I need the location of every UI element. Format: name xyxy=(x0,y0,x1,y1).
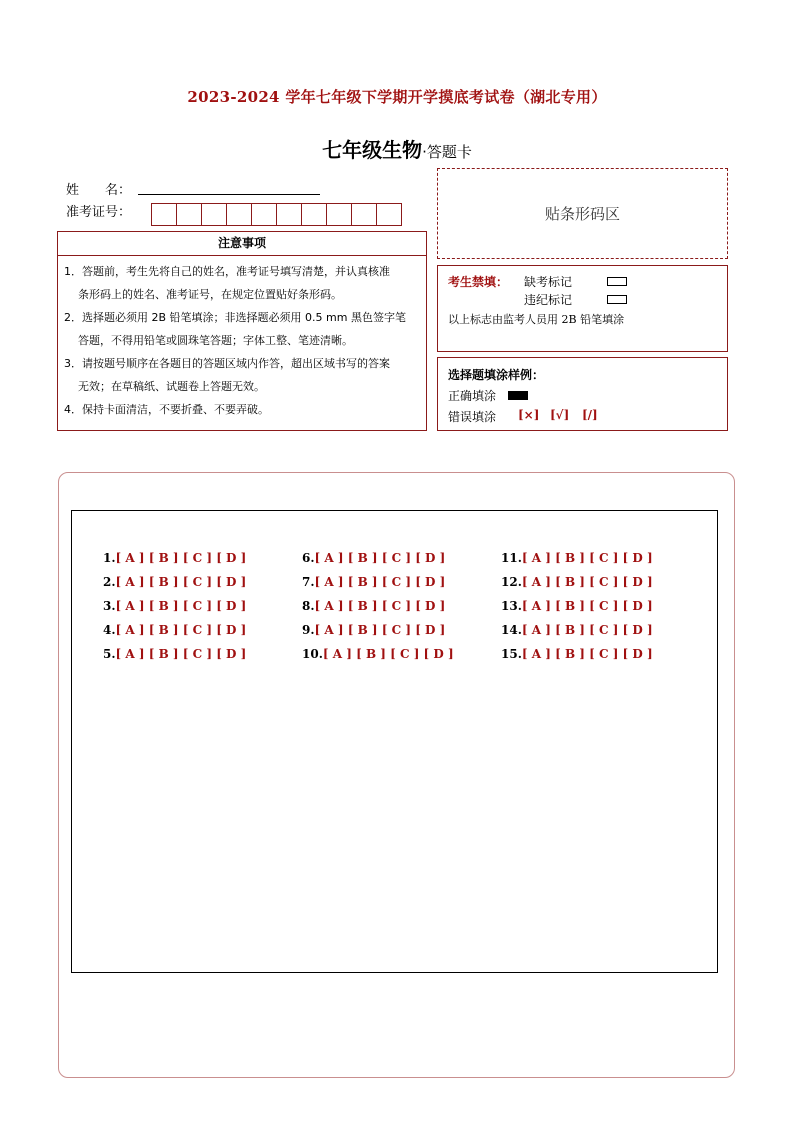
notice-item-1: 1．答题前，考生先将自己的姓名，准考证号填写清楚，并认真核准 xyxy=(64,265,390,278)
wrong-mark-slash: [/] xyxy=(582,408,598,422)
notice-item-1-cont: 条形码上的姓名、准考证号，在规定位置贴好条形码。 xyxy=(78,288,342,301)
exam-id-boxes[interactable] xyxy=(151,203,401,227)
question-item xyxy=(302,551,445,565)
exam-title: 2023-2024 学年七年级下学期开学摸底考试卷（湖北专用） xyxy=(187,88,607,106)
question-number: 15. xyxy=(501,647,522,661)
question-number: 7. xyxy=(302,575,315,589)
notice-heading: 注意事项 xyxy=(58,232,426,256)
notice-item-3: 3．请按题号顺序在各题目的答题区域内作答，超出区域书写的答案 xyxy=(64,357,390,370)
violation-label: 违纪标记 xyxy=(524,293,573,307)
exam-id-digit-box[interactable] xyxy=(376,203,402,226)
question-number: 1. xyxy=(103,551,116,565)
question-item xyxy=(501,647,653,661)
answer-options[interactable]: [ A ] [ B ] [ C ] [ D ] xyxy=(115,599,247,613)
question-item xyxy=(501,551,653,565)
question-number: 6. xyxy=(302,551,315,565)
name-field[interactable] xyxy=(138,194,320,195)
notice-item-4: 4．保持卡面清洁，不要折叠、不要弄破。 xyxy=(64,403,269,416)
exam-id-digit-box[interactable] xyxy=(251,203,277,226)
wrong-fill-label: 错误填涂 xyxy=(448,410,497,424)
answer-options[interactable]: [ A ] [ B ] [ C ] [ D ] xyxy=(115,647,247,661)
question-number: 14. xyxy=(501,623,522,637)
question-number: 13. xyxy=(501,599,522,613)
examiner-section xyxy=(437,265,728,352)
wrong-mark-cross: [×] xyxy=(518,408,540,422)
absent-mark-box[interactable] xyxy=(607,277,627,286)
question-number: 4. xyxy=(103,623,116,637)
question-item xyxy=(103,623,246,637)
answer-options[interactable]: [ A ] [ B ] [ C ] [ D ] xyxy=(314,575,446,589)
wrong-mark-check: [√] xyxy=(550,408,570,422)
exam-id-digit-box[interactable] xyxy=(276,203,302,226)
answer-options[interactable]: [ A ] [ B ] [ C ] [ D ] xyxy=(115,623,247,637)
notice-item-3-cont: 无效；在草稿纸、试题卷上答题无效。 xyxy=(78,380,265,393)
correct-fill-sample xyxy=(508,391,528,400)
answer-options[interactable]: [ A ] [ B ] [ C ] [ D ] xyxy=(314,551,446,565)
examiner-label: 考生禁填： xyxy=(448,275,509,289)
question-item xyxy=(501,599,653,613)
notice-item-2: 2．选择题必须用 2B 铅笔填涂；非选择题必须用 0.5 mm 黑色签字笔 xyxy=(64,311,406,324)
question-number: 11. xyxy=(501,551,522,565)
answer-options[interactable]: [ A ] [ B ] [ C ] [ D ] xyxy=(314,599,446,613)
subject-name: 七年级生物 xyxy=(322,138,423,162)
barcode-label: 贴条形码区 xyxy=(544,205,620,223)
question-item xyxy=(103,575,246,589)
question-item xyxy=(103,599,246,613)
answer-options[interactable]: [ A ] [ B ] [ C ] [ D ] xyxy=(521,623,653,637)
barcode-area xyxy=(437,168,728,259)
answer-options[interactable]: [ A ] [ B ] [ C ] [ D ] xyxy=(322,647,454,661)
notice-item-2-cont: 答题，不得用铅笔或圆珠笔答题；字体工整、笔迹清晰。 xyxy=(78,334,353,347)
examiner-note: 以上标志由监考人员用 2B 铅笔填涂 xyxy=(448,313,625,326)
question-item xyxy=(501,623,653,637)
question-item xyxy=(302,575,445,589)
exam-id-digit-box[interactable] xyxy=(201,203,227,226)
question-number: 12. xyxy=(501,575,522,589)
correct-fill-label: 正确填涂 xyxy=(448,389,497,403)
subject-suffix: ·答题卡 xyxy=(422,143,472,161)
answer-options[interactable]: [ A ] [ B ] [ C ] [ D ] xyxy=(521,647,653,661)
answer-options[interactable]: [ A ] [ B ] [ C ] [ D ] xyxy=(115,551,247,565)
fill-sample-title: 选择题填涂样例： xyxy=(448,368,545,382)
fill-sample-section xyxy=(437,357,728,431)
question-number: 2. xyxy=(103,575,116,589)
exam-id-digit-box[interactable] xyxy=(151,203,177,226)
answer-options[interactable]: [ A ] [ B ] [ C ] [ D ] xyxy=(314,623,446,637)
name-label: 姓 名： xyxy=(66,183,132,198)
answer-options[interactable]: [ A ] [ B ] [ C ] [ D ] xyxy=(115,575,247,589)
notice-body xyxy=(58,256,426,421)
answer-options[interactable]: [ A ] [ B ] [ C ] [ D ] xyxy=(521,599,653,613)
question-number: 8. xyxy=(302,599,315,613)
question-item xyxy=(103,551,246,565)
answer-options[interactable]: [ A ] [ B ] [ C ] [ D ] xyxy=(521,575,653,589)
exam-id-digit-box[interactable] xyxy=(226,203,252,226)
exam-id-digit-box[interactable] xyxy=(176,203,202,226)
answer-options[interactable]: [ A ] [ B ] [ C ] [ D ] xyxy=(521,551,653,565)
id-label: 准考证号： xyxy=(66,205,132,220)
question-item xyxy=(302,599,445,613)
exam-id-digit-box[interactable] xyxy=(326,203,352,226)
absent-label: 缺考标记 xyxy=(524,275,573,289)
question-item xyxy=(103,647,246,661)
exam-id-digit-box[interactable] xyxy=(301,203,327,226)
question-item xyxy=(302,623,445,637)
question-number: 3. xyxy=(103,599,116,613)
subject-title xyxy=(0,134,794,163)
exam-id-digit-box[interactable] xyxy=(351,203,377,226)
question-number: 10. xyxy=(302,647,323,661)
notice-panel xyxy=(57,231,427,431)
question-item xyxy=(501,575,653,589)
question-number: 9. xyxy=(302,623,315,637)
violation-mark-box[interactable] xyxy=(607,295,627,304)
question-number: 5. xyxy=(103,647,116,661)
question-item xyxy=(302,647,454,661)
